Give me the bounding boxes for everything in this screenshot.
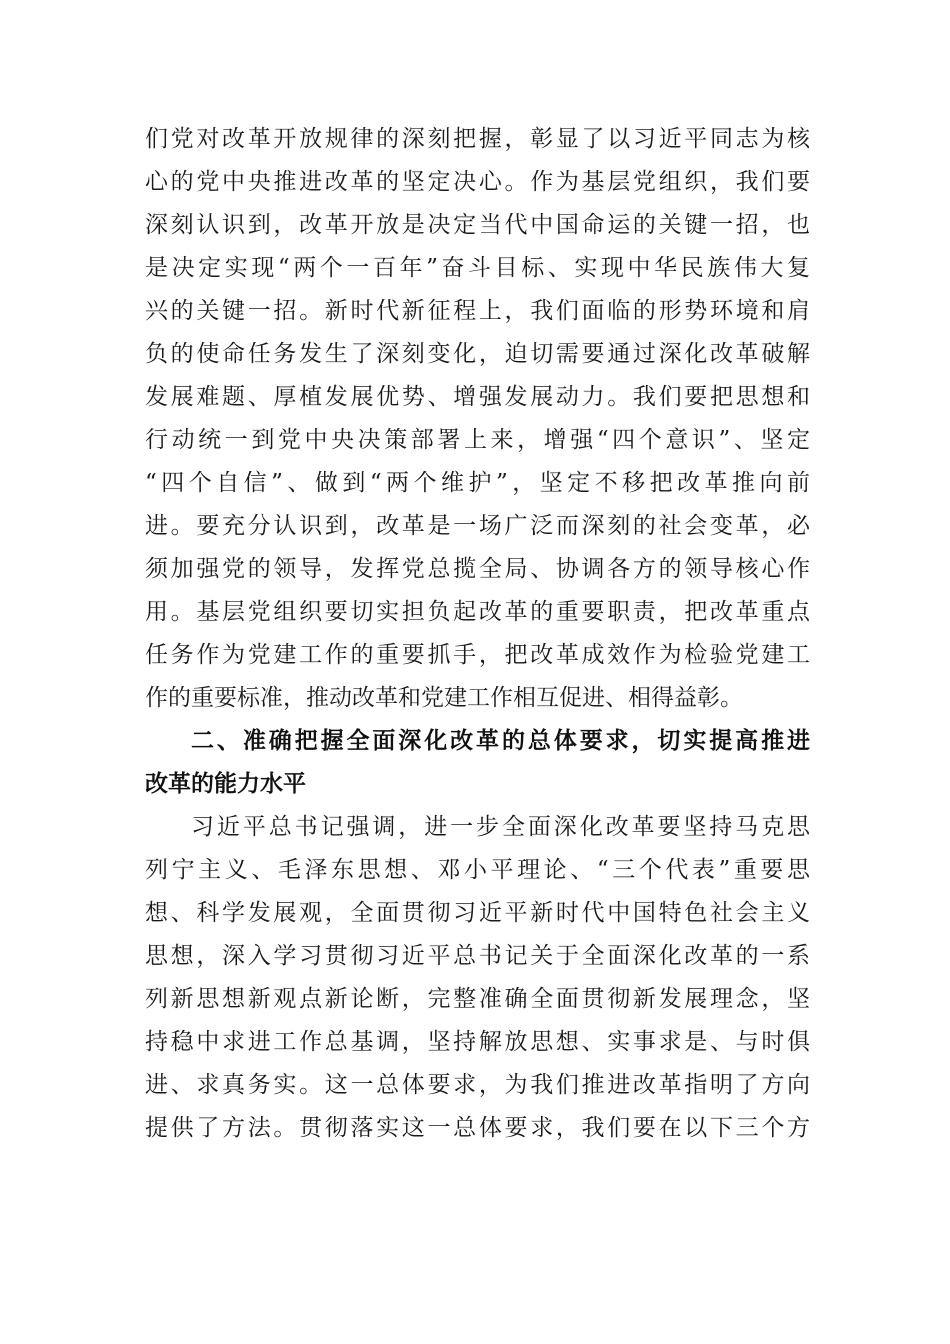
- paragraph-1-line: 负的使命任务发生了深刻变化，迫切需要通过深化改革破解: [145, 341, 810, 367]
- paragraph-1-line: 用。基层党组织要切实担负起改革的重要职责，把改革重点: [145, 599, 810, 625]
- paragraph-1-line: 发展难题、厚植发展优势、增强发展动力。我们要把思想和: [145, 384, 810, 410]
- paragraph-1-line: 心的党中央推进改革的坚定决心。作为基层党组织，我们要: [145, 169, 810, 195]
- paragraph-1-line: 兴的关键一招。新时代新征程上，我们面临的形势环境和肩: [145, 298, 810, 324]
- paragraph-2-line: 进、求真务实。这一总体要求，为我们推进改革指明了方向: [145, 1072, 810, 1098]
- paragraph-2-line: 习近平总书记强调，进一步全面深化改革要坚持马克思: [191, 814, 810, 840]
- paragraph-2-line: 列宁主义、毛泽东思想、邓小平理论、“三个代表”重要思: [145, 857, 810, 883]
- paragraph-2-line: 思想，深入学习贯彻习近平总书记关于全面深化改革的一系: [145, 943, 810, 969]
- paragraph-1-line: 任务作为党建工作的重要抓手，把改革成效作为检验党建工: [145, 642, 810, 668]
- heading-line: 改革的能力水平: [145, 771, 306, 797]
- paragraph-1-line: 们党对改革开放规律的深刻把握，彰显了以习近平同志为核: [145, 126, 810, 152]
- paragraph-1-line: 须加强党的领导，发挥党总揽全局、协调各方的领导核心作: [145, 556, 810, 582]
- paragraph-2-line: 想、科学发展观，全面贯彻习近平新时代中国特色社会主义: [145, 900, 810, 926]
- paragraph-1-line: “四个自信”、做到“两个维护”，坚定不移把改革推向前: [145, 470, 810, 496]
- paragraph-1-line: 是决定实现“两个一百年”奋斗目标、实现中华民族伟大复: [145, 255, 810, 281]
- paragraph-1-line: 作的重要标准，推动改革和党建工作相互促进、相得益彰。: [145, 685, 743, 711]
- paragraph-2-line: 持稳中求进工作总基调，坚持解放思想、实事求是、与时俱: [145, 1029, 810, 1055]
- paragraph-2-line: 列新思想新观点新论断，完整准确全面贯彻新发展理念，坚: [145, 986, 810, 1012]
- section-heading-2: [145, 720, 810, 806]
- heading-line: 二、准确把握全面深化改革的总体要求，切实提高推进: [191, 728, 810, 754]
- paragraph-2: [145, 806, 810, 1150]
- paragraph-1-line: 进。要充分认识到，改革是一场广泛而深刻的社会变革，必: [145, 513, 810, 539]
- paragraph-2-line: 提供了方法。贯彻落实这一总体要求，我们要在以下三个方: [145, 1115, 810, 1141]
- paragraph-1-line: 行动统一到党中央决策部署上来，增强“四个意识”、坚定: [145, 427, 810, 453]
- paragraph-1-line: 深刻认识到，改革开放是决定当代中国命运的关键一招，也: [145, 212, 810, 238]
- paragraph-1: [145, 118, 810, 720]
